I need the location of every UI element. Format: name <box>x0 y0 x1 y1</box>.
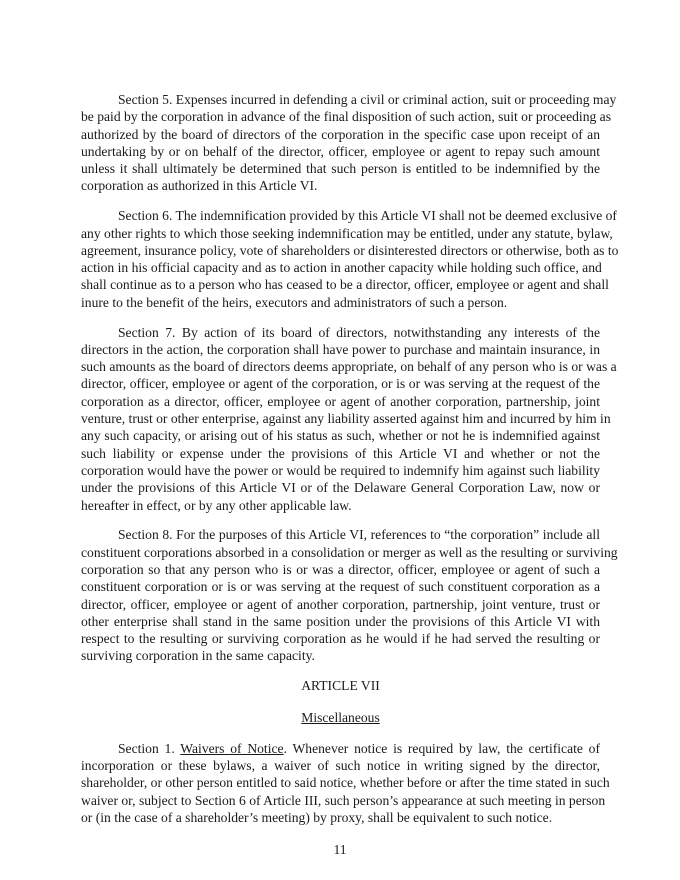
paragraph-line: or (in the case of a shareholder’s meeting) by proxy, shall be equivalent to such notice. <box>81 809 553 825</box>
article-vi-sections <box>81 91 619 665</box>
paragraph-line: shall continue as to a person who has ceased to be a director, officer, employee or agent and shall <box>81 277 609 293</box>
section-paragraph <box>81 526 618 664</box>
section-title: Waivers of Notice <box>180 740 284 756</box>
paragraph-line: under the provisions of this Article VI or of the Delaware General Corporation Law, now or <box>81 480 600 496</box>
document-body <box>81 91 619 839</box>
paragraph-line: corporation would have the power or would be required to indemnify him against such liability <box>81 462 600 478</box>
paragraph-line: inure to the benefit of the heirs, executors and administrators of such a person. <box>81 294 508 310</box>
paragraph-line: be paid by the corporation in advance of the final disposition of such action, suit or proceeding as <box>81 109 612 125</box>
paragraph-line: action in his official capacity and as to action in another capacity while holding such office, and <box>81 260 602 276</box>
paragraph-line: director, officer, employee or agent of the corporation, or is or was serving at the request of the <box>81 376 600 392</box>
paragraph-line: respect to the resulting or surviving corporation as he would if he had served the resulting or <box>81 631 600 647</box>
paragraph-line: corporation as authorized in this Article VI. <box>81 178 318 194</box>
paragraph-line: unless it shall ultimately be determined that such person is entitled to be indemnified by the <box>81 161 600 177</box>
paragraph-line: any such capacity, or arising out of his status as such, whether or not he is indemnified against <box>81 428 600 444</box>
section-label: Section 1. <box>118 740 181 756</box>
paragraph-line: shareholder, or other person entitled to said notice, whether before or after the time stated in such <box>81 775 610 791</box>
section-paragraph <box>81 91 617 195</box>
section-paragraph <box>81 324 617 514</box>
paragraph-line: corporation as a director, officer, employee or agent of another corporation, partnership, joint <box>81 393 600 409</box>
paragraph-line: constituent corporation or is or was serving at the request of such constituent corporation as a <box>81 579 600 595</box>
paragraph-line: hereafter in effect, or by any other applicable law. <box>81 497 352 513</box>
article-heading: ARTICLE VII <box>301 678 380 694</box>
paragraph-line: corporation so that any person who is or was a director, officer, employee or agent of such a <box>81 561 600 577</box>
paragraph-line: authorized by the board of directors of the corporation in the specific case upon receipt of an <box>81 126 600 142</box>
paragraph-line: Section 8. For the purposes of this Article VI, references to “the corporation” include all <box>118 527 600 543</box>
paragraph-line: constituent corporations absorbed in a consolidation or merger as well as the resulting or surviving <box>81 544 618 560</box>
paragraph-line: Section 7. By action of its board of directors, notwithstanding any interests of the <box>118 324 600 340</box>
paragraph-line: any other rights to which those seeking indemnification may be entitled, under any statute, bylaw, <box>81 225 613 241</box>
paragraph-line: waiver or, subject to Section 6 of Article III, such person’s appearance at such meeting in person <box>81 792 606 808</box>
paragraph-line: agreement, insurance policy, vote of shareholders or disinterested directors or otherwise, both as to <box>81 242 619 258</box>
paragraph-line: directors in the action, the corporation shall have power to purchase and maintain insurance, in <box>81 341 600 357</box>
paragraph-line: Section 6. The indemnification provided by this Article VI shall not be deemed exclusive of <box>118 208 617 224</box>
article-subheading: Miscellaneous <box>301 709 380 725</box>
line-text: . Whenever notice is required by law, the certificate of <box>283 740 601 756</box>
paragraph-line: such liability or expense under the provisions of this Article VI and whether or not the <box>81 445 600 461</box>
paragraph-line: director, officer, employee or agent of another corporation, partnership, joint venture, trust or <box>81 596 600 612</box>
paragraph-line: other enterprise shall stand in the same position under the provisions of this Article VI with <box>81 613 600 629</box>
paragraph-line: surviving corporation in the same capacity. <box>81 648 315 664</box>
paragraph-line: such amounts as the board of directors deems appropriate, on behalf of any person who is or was a <box>81 359 617 375</box>
section-1-paragraph <box>81 740 610 826</box>
paragraph-line: incorporation or these bylaws, a waiver of such notice in writing signed by the director, <box>81 758 600 774</box>
paragraph-line <box>81 740 600 757</box>
paragraph-line: undertaking by or on behalf of the director, officer, employee or agent to repay such amount <box>81 143 600 159</box>
paragraph-line: Section 5. Expenses incurred in defending a civil or criminal action, suit or proceeding may <box>118 92 617 107</box>
page-number: 11 <box>333 842 347 857</box>
section-paragraph <box>81 207 619 311</box>
paragraph-line: venture, trust or other enterprise, against any liability asserted against him and incurred by him in <box>81 411 611 427</box>
